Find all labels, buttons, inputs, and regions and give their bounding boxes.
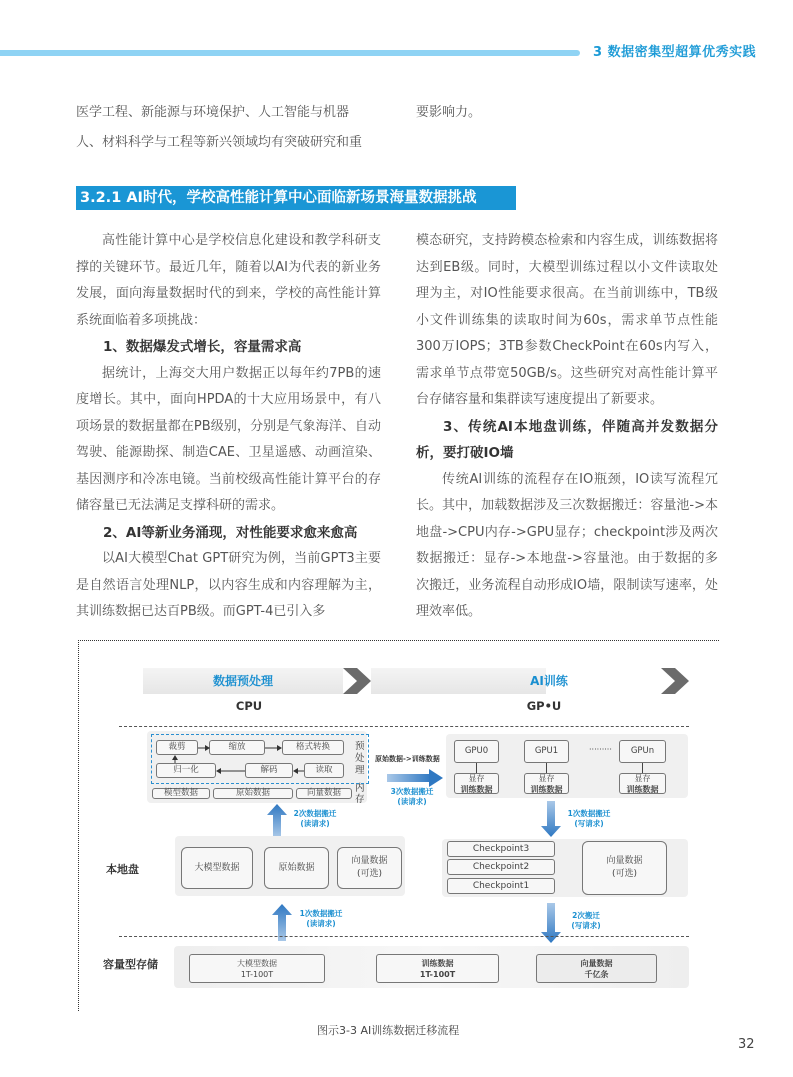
checkpoint-1: Checkpoint1 [447, 878, 555, 894]
transfer-raw-to-train-label: 原始数据->训练数据 [375, 755, 440, 763]
memory-side-label [355, 783, 365, 805]
intro-paragraph: 高性能计算中心是学校信息化建设和教学科研支撑的关键环节。最近几年，随着以AI为代表的新业务发展，面向海量数据时代的到来，学校的高性能计算系统面临着多项挑战： [76, 233, 381, 328]
preprocess-side-label [355, 741, 365, 777]
top-left-text [76, 100, 381, 156]
stage-label: 数据预处理 [212, 674, 273, 688]
gpu-n: GPUn [619, 740, 666, 763]
connector [476, 763, 477, 773]
box-line: 向量数据 [351, 856, 388, 866]
step-decode: 解码 [245, 763, 293, 778]
page-number: 32 [738, 1037, 755, 1052]
arrow-right-blue-icon [387, 769, 443, 787]
header-bar [0, 50, 580, 56]
arrow-right-icon [198, 745, 210, 751]
gpu-0: GPU0 [454, 740, 499, 763]
gpu-1: GPU1 [524, 740, 569, 763]
gpu-label: GP•U [526, 699, 562, 713]
transfer-2-read-note [285, 809, 345, 829]
note-line: (读请求) [300, 819, 330, 828]
mem-line: 显存 [634, 773, 651, 783]
connector [642, 763, 643, 773]
heading-1: 1、数据爆发式增长，容量需求高 [103, 339, 302, 355]
note-line: (读请求) [306, 919, 336, 928]
paragraph-2: 以AI大模型Chat GPT研究为例，当前GPT3主要是自然语言处理NLP，以内容生成和内容理解为主，其训练数据已达百PB级。而GPT-4已引入多 [76, 551, 381, 619]
note-line: (写请求) [571, 921, 601, 930]
note-line: 1次数据搬迁 [299, 909, 343, 918]
box-line: (可选) [611, 869, 638, 879]
box-line: 大模型数据 [194, 862, 240, 873]
top-right-text [416, 100, 716, 127]
storage-training-data [376, 954, 499, 983]
mem-line: 训练数据 [460, 784, 493, 794]
transfer-2-write-note [561, 911, 611, 931]
chevron-right-icon [343, 668, 371, 694]
gpu-1-memory [524, 773, 569, 794]
checkpoint-2: Checkpoint2 [447, 859, 555, 875]
box-line: 向量数据 [606, 856, 643, 866]
box-line: 千亿条 [584, 969, 609, 979]
arrow-up-icon [172, 755, 178, 763]
step-read: 读取 [304, 763, 344, 778]
note-line: 1次数据搬迁 [567, 809, 611, 818]
local-raw-data [264, 847, 329, 889]
note-line: 2次数据搬迁 [293, 809, 337, 818]
step-scale: 缩放 [209, 740, 265, 755]
transfer-3-note [377, 787, 447, 807]
transfer-1-read-note [291, 909, 351, 929]
box-line: 1T-100T [240, 969, 274, 979]
heading-2: 2、AI等新业务涌现，对性能要求愈来愈高 [103, 524, 358, 541]
char: 预 [355, 741, 365, 752]
storage-model-data [189, 954, 325, 983]
char: 存 [355, 794, 365, 805]
left-column [76, 228, 381, 626]
paragraph-3: 传统AI训练的流程存在IO瓶颈，IO读写流程冗长。其中，加载数据涉及三次数据搬迁：容量池->本地盘->CPU内存->GPU显存；checkpoint涉及两次数据搬迁：显存->本地盘->容量池。由于数据的多次搬迁，业务流程自动形成IO墙，限制读写速率，处理效率低。 [416, 471, 718, 619]
char: 处 [355, 753, 365, 764]
box-line: (可选) [356, 869, 383, 879]
text-line: 要影响力。 [416, 105, 482, 120]
mem-line: 显存 [538, 773, 555, 783]
gpu-n-memory [619, 773, 666, 794]
arrow-up-blue-icon [267, 804, 287, 837]
checkpoint-3: Checkpoint3 [447, 841, 555, 857]
stage-label: AI训练 [530, 674, 568, 688]
ai-training-data-migration-diagram [78, 640, 719, 1011]
box-line: 1T-100T [419, 969, 456, 979]
divider-dashed [119, 726, 689, 727]
chevron-right-icon [661, 668, 689, 694]
local-vector-data [337, 847, 402, 889]
paragraph-1: 据统计，上海交大用户数据正以每年约7PB的速度增长。其中，面向HPDA的十大应用场景中，有八项场景的数据量都在PB级别，分别是气象海洋、自动驾驶、能源勘探、制造CAE、卫星遥感、动画渲染、基因测序和冷冻电镜。当前校级高性能计算平台的存储容量已无法满足支撑科研的需求。 [76, 365, 381, 513]
capacity-storage-label: 容量型存储 [103, 958, 158, 971]
text-line: 人、材料科学与工程等新兴领域均有突破研究和重 [76, 134, 363, 150]
gpu-0-memory [454, 773, 499, 794]
memory-raw-data: 原始数据 [213, 788, 293, 799]
transfer-1-write-note [561, 809, 617, 829]
chapter-title: 3 数据密集型超算优秀实践 [593, 45, 757, 60]
local-disk-label: 本地盘 [106, 863, 139, 876]
text-line: 医学工程、新能源与环境保护、人工智能与机器 [76, 105, 350, 120]
stage-preprocess [143, 668, 343, 694]
gpu-ellipsis: ········· [589, 745, 612, 754]
memory-model-data: 模型数据 [152, 788, 210, 799]
arrow-down-blue-icon [541, 801, 561, 837]
storage-vector-data [536, 954, 657, 983]
note-line: 2次搬迁 [572, 911, 600, 920]
char: 理 [355, 765, 365, 776]
section-title: 3.2.1 AI时代，学校高性能计算中心面临新场景海量数据挑战 [76, 186, 516, 210]
checkpoint-vector-data [582, 841, 667, 895]
arrow-down-blue-icon [541, 903, 561, 943]
mem-line: 训练数据 [626, 784, 659, 794]
arrow-left-icon [216, 768, 245, 774]
box-line: 训练数据 [421, 958, 454, 968]
right-column [416, 228, 718, 626]
step-normalize: 归一化 [156, 763, 216, 778]
paragraph-2-continued: 模态研究，支持跨模态检索和内容生成，训练数据将达到EB级。同时，大模型训练过程以小文件读取处理为主，对IO性能要求很高。在当前训练中，TB级小文件训练集的读取时间为60s，需求单节点性能300万IOPS；3TB参数CheckPoint在60s内写入，需求单节点带宽50GB/s。这些研究对高性能计算平台存储容量和集群读写速度提出了新要求。 [416, 233, 718, 407]
figure-caption: 图示3-3 AI训练数据迁移流程 [317, 1024, 460, 1037]
connector [546, 763, 547, 773]
arrow-left-icon [293, 768, 304, 774]
stage-ai-training [409, 668, 689, 694]
mem-line: 训练数据 [530, 784, 563, 794]
memory-vector-data: 向量数据 [296, 788, 352, 799]
step-format-convert: 格式转换 [282, 740, 344, 755]
divider-dashed [119, 936, 689, 937]
char: 内 [355, 783, 365, 794]
note-line: 3次数据搬迁 [390, 787, 434, 796]
step-crop: 裁剪 [156, 740, 198, 755]
cpu-label: CPU [235, 699, 263, 713]
box-line: 大模型数据 [237, 958, 277, 968]
mem-line: 显存 [468, 773, 485, 783]
box-line: 原始数据 [278, 862, 315, 873]
note-line: (读请求) [397, 797, 427, 806]
heading-3: 3、传统AI本地盘训练，伴随高并发数据分析，要打破IO墙 [416, 418, 718, 461]
local-model-data [181, 847, 253, 889]
arrow-right-icon [265, 745, 282, 751]
note-line: (写请求) [574, 819, 604, 828]
box-line: 向量数据 [580, 958, 613, 968]
